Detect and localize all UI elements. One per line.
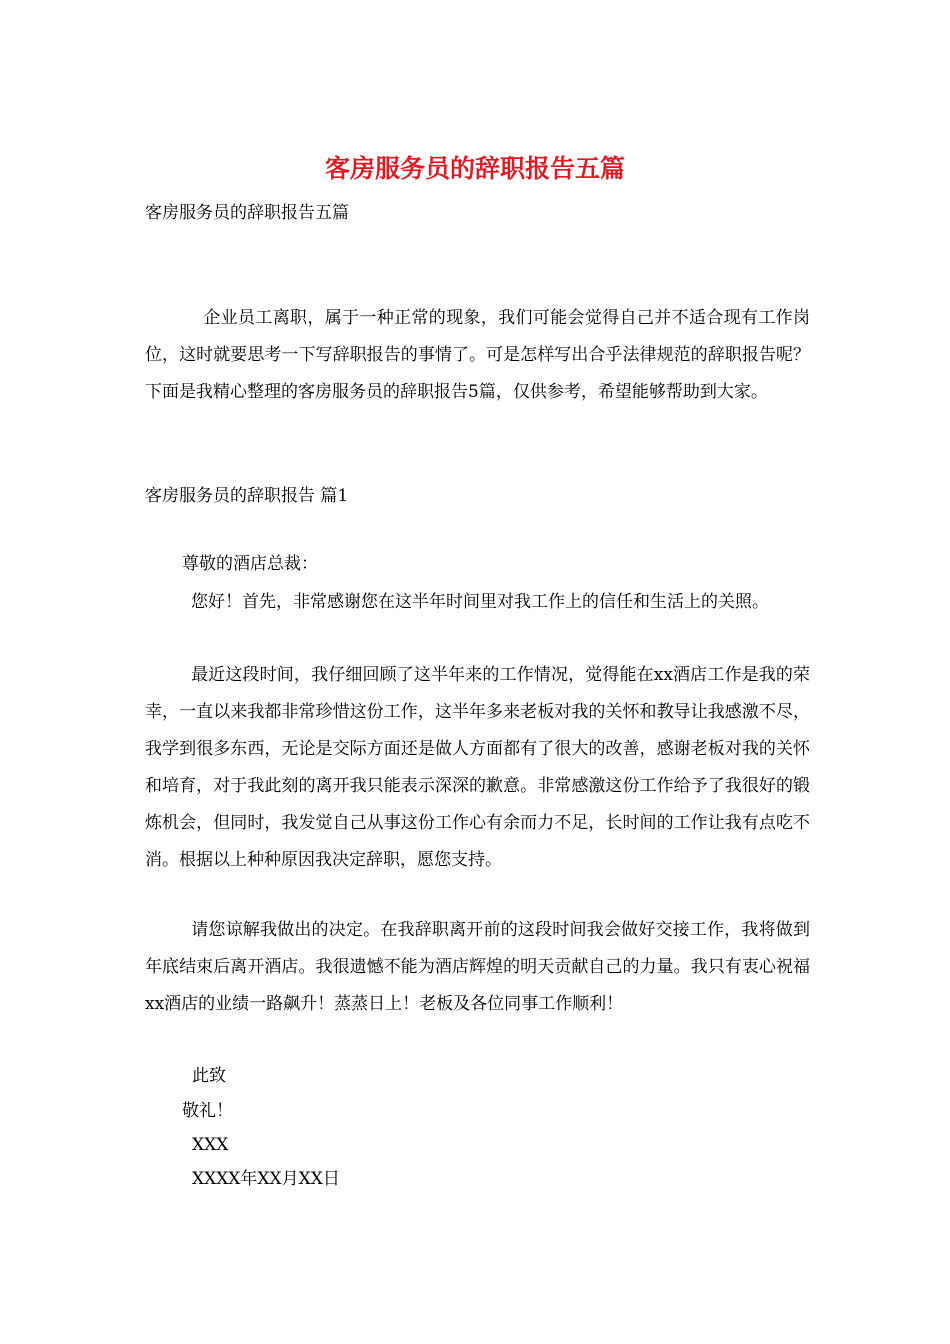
document-title: 客房服务员的辞职报告五篇	[324, 154, 625, 183]
section-heading: 客房服务员的辞职报告 篇1	[145, 486, 349, 506]
salutation: 尊敬的酒店总裁：	[182, 554, 318, 574]
body-paragraph-1	[145, 586, 810, 619]
letter-date: XXXX年XX月XX日	[192, 1169, 340, 1189]
intro-text: 企业员工离职，属于一种正常的现象，我们可能会觉得自己并不适合现有工作岗位，这时就要思考一下写辞职报告的事情了。可是怎样写出合乎法律规范的辞职报告呢？下面是我精心整理的客房服务员的辞职报告5篇，仅供参考，希望能够帮助到大家。	[145, 308, 810, 402]
body-paragraph-text: 最近这段时间，我仔细回顾了这半年来的工作情况，觉得能在xx酒店工作是我的荣幸，一直以来我都非常珍惜这份工作，这半年多来老板对我的关怀和教导让我感激不尽，我学到很多东西，无论是交际方面还是做人方面都有了很大的改善，感谢老板对我的关怀和培育，对于我此刻的离开我只能表示深深的歉意。非常感激这份工作给予了我很好的锻炼机会，但同时，我发觉自己从事这份工作心有余而力不足，长时间的工作让我有点吃不消。根据以上种种原因我决定辞职，愿您支持。	[145, 665, 810, 870]
body-paragraph-3	[145, 912, 810, 1023]
body-paragraph-2	[145, 657, 810, 879]
closing-line-2: 敬礼！	[182, 1101, 233, 1121]
document-subtitle: 客房服务员的辞职报告五篇	[145, 203, 349, 223]
intro-paragraph	[145, 300, 810, 411]
closing-line-1: 此致	[192, 1066, 226, 1086]
body-paragraph-text: 请您谅解我做出的决定。在我辞职离开前的这段时间我会做好交接工作，我将做到年底结束后离开酒店。我很遗憾不能为酒店辉煌的明天贡献自己的力量。我只有衷心祝福xx酒店的业绩一路飙升！蒸蒸日上！老板及各位同事工作顺利！	[145, 920, 810, 1014]
body-paragraph-text: 您好！首先，非常感谢您在这半年时间里对我工作上的信任和生活上的关照。	[191, 592, 769, 612]
signature: XXX	[192, 1135, 229, 1155]
